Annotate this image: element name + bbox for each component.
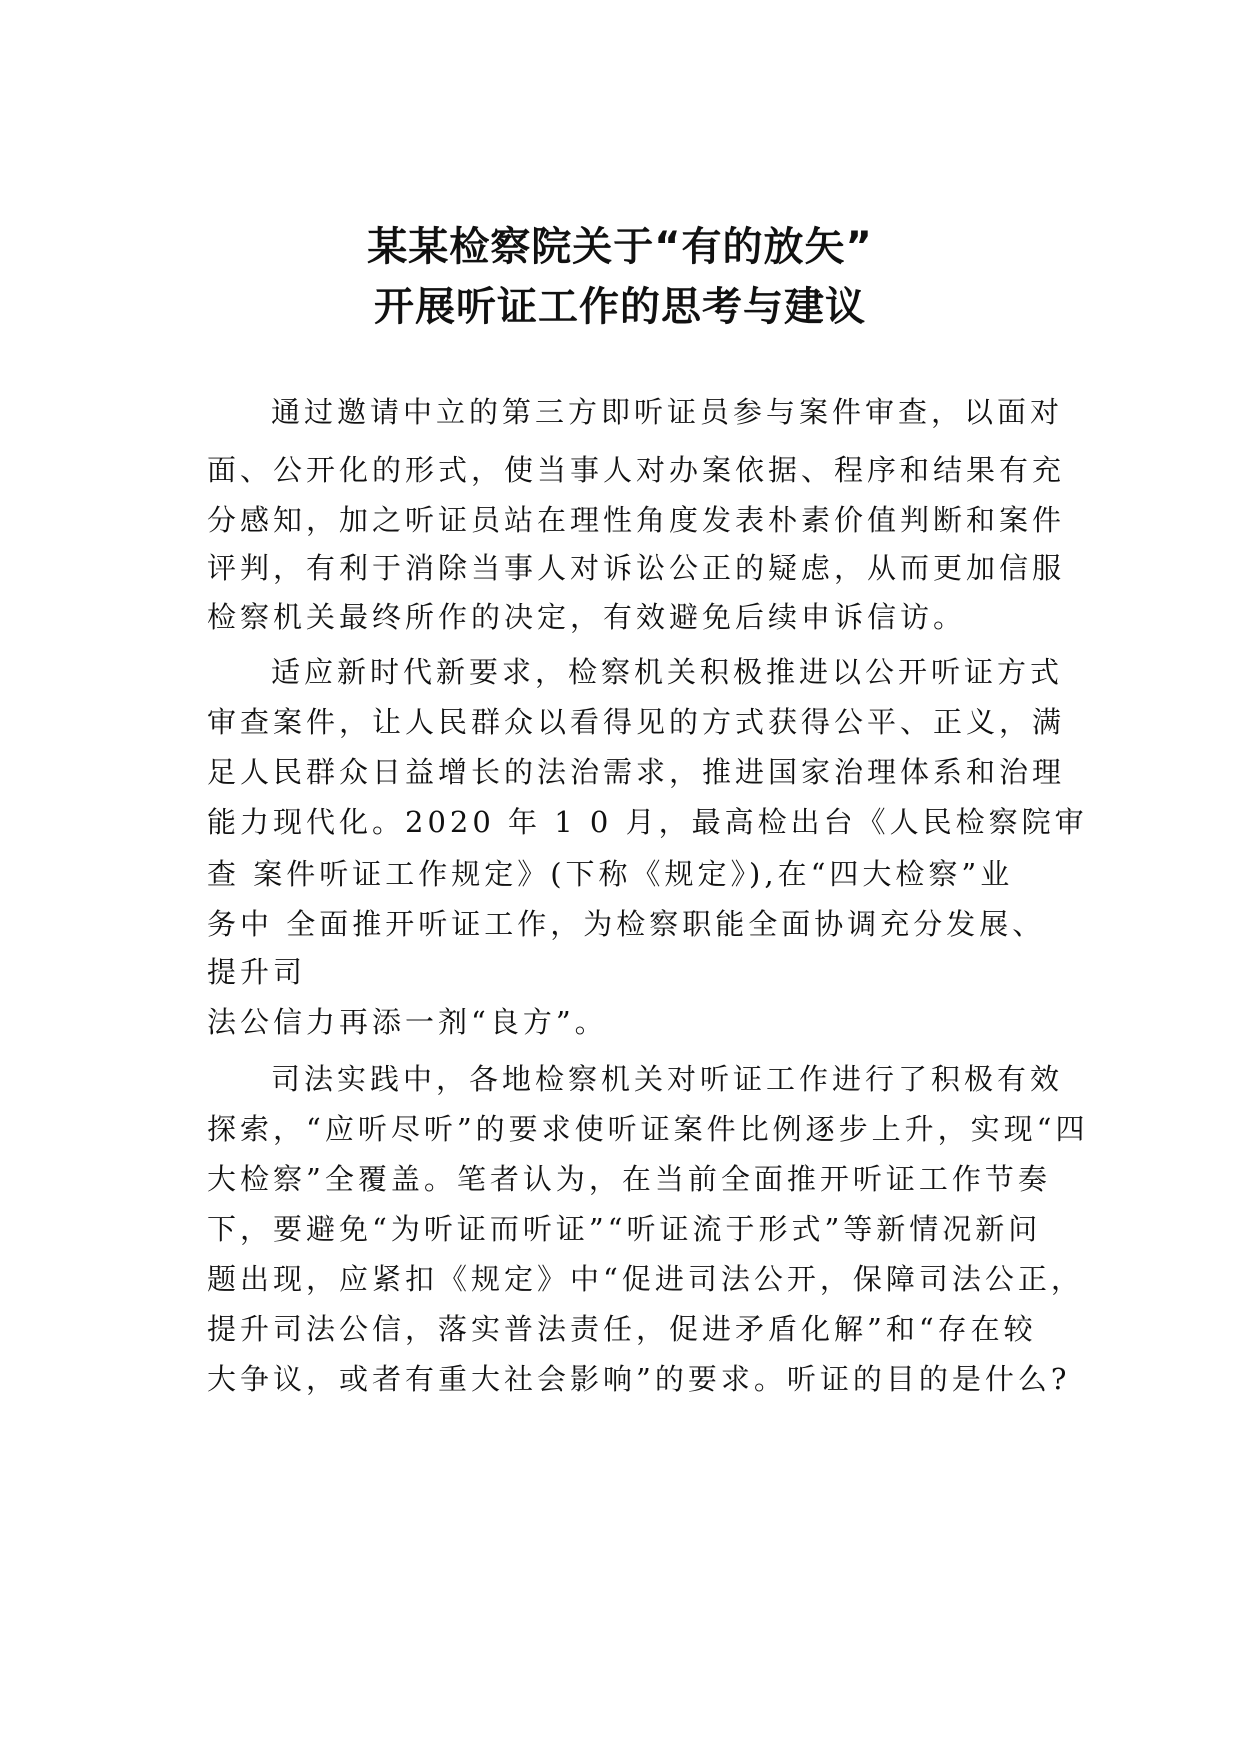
paragraph-3-line-1: 司法实践中，各地检察机关对听证工作进行了积极有效 — [271, 1062, 1064, 1096]
paragraph-3-line-6: 提升司法公信，落实普法责任，促进矛盾化解”和“存在较 — [207, 1312, 1037, 1346]
paragraph-3-line-3: 大检察”全覆盖。笔者认为，在当前全面推开听证工作节奏 — [207, 1162, 1051, 1196]
paragraph-2-line-6: 务中 全面推开听证工作，为检察职能全面协调充分发展、 — [207, 907, 1046, 941]
paragraph-1-line-4: 评判，有利于消除当事人对诉讼公正的疑虑，从而更加信服 — [207, 551, 1066, 585]
paragraph-2-line-5: 查 案件听证工作规定》(下称《规定》),在“四大检察”业 — [207, 857, 1014, 891]
paragraph-3-line-5: 题出现，应紧扣《规定》中“促进司法公开，保障司法公正， — [207, 1262, 1084, 1296]
paragraph-2-line-2: 审查案件，让人民群众以看得见的方式获得公平、正义，满 — [207, 705, 1066, 739]
paragraph-2-line-4: 能力现代化。2020 年 1 0 月，最高检出台《人民检察院审 — [207, 805, 1088, 839]
paragraph-2-line-3: 足人民群众日益增长的法治需求，推进国家治理体系和治理 — [207, 755, 1066, 789]
paragraph-2-line-1: 适应新时代新要求，检察机关积极推进以公开听证方式 — [271, 655, 1064, 689]
paragraph-3-line-7: 大争议，或者有重大社会影响”的要求。听证的目的是什么? — [207, 1362, 1071, 1396]
paragraph-1-line-5: 检察机关最终所作的决定，有效避免后续申诉信访。 — [207, 600, 967, 634]
paragraph-1-line-1: 通过邀请中立的第三方即听证员参与案件审查，以面对 — [271, 395, 1064, 429]
paragraph-2-line-7: 提升司 — [207, 955, 307, 989]
document-title-line-1: 某某检察院关于“有的放矢” — [367, 224, 873, 270]
paragraph-3-line-4: 下，要避免“为听证而听证”“听证流于形式”等新情况新问 — [207, 1212, 1042, 1246]
paragraph-1-line-2: 面、公开化的形式，使当事人对办案依据、程序和结果有充 — [207, 453, 1066, 487]
paragraph-3-line-2: 探索，“应听尽听”的要求使听证案件比例逐步上升，实现“四 — [207, 1112, 1089, 1146]
paragraph-2-line-8: 法公信力再添一剂“良方”。 — [207, 1005, 608, 1039]
paragraph-1-line-3: 分感知，加之听证员站在理性角度发表朴素价值判断和案件 — [207, 503, 1066, 537]
document-title-line-2: 开展听证工作的思考与建议 — [374, 284, 866, 330]
